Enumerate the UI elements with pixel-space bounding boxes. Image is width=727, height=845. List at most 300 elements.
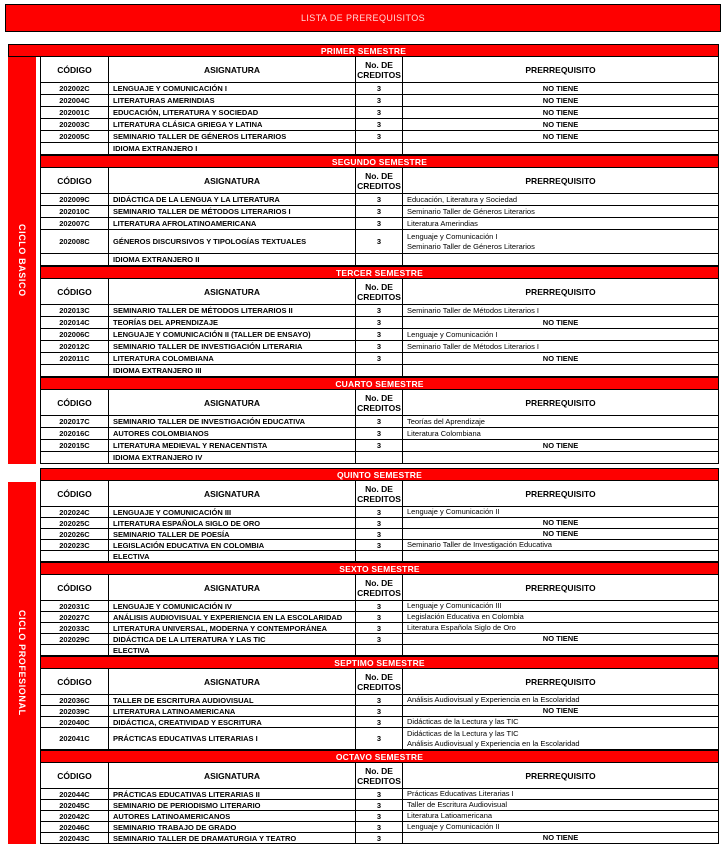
- column-header-prerrequisito: PRERREQUISITO: [525, 582, 596, 593]
- cell-creditos: 3: [356, 428, 403, 439]
- cell-prerrequisito: [403, 789, 718, 799]
- cell-asignatura: LITERATURA ESPAÑOLA SIGLO DE ORO: [109, 518, 356, 528]
- prerequisite-line: NO TIENE: [542, 353, 579, 363]
- cell-creditos: 3: [356, 353, 403, 364]
- cell-creditos: 3: [356, 218, 403, 229]
- table-row: [40, 206, 719, 218]
- cell-codigo: [41, 143, 109, 154]
- table-row: [40, 529, 719, 540]
- table-header-row: [40, 575, 719, 601]
- cell-asignatura: DIDÁCTICA DE LA LITERATURA Y LAS TIC: [109, 634, 356, 644]
- cell-prerrequisito: [403, 728, 718, 749]
- prerequisite-line: Didácticas de la Lectura y las TIC: [407, 728, 519, 738]
- semester-band: SEPTIMO SEMESTRE: [40, 656, 719, 669]
- cell-creditos: 3: [356, 529, 403, 539]
- prerequisite-line: Didácticas de la Lectura y las TIC: [407, 717, 519, 726]
- cell-codigo: 202003C: [41, 119, 109, 130]
- table-row: [40, 833, 719, 844]
- cell-codigo: 202045C: [41, 800, 109, 810]
- cell-asignatura: SEMINARIO TALLER DE MÉTODOS LITERARIOS II: [109, 305, 356, 316]
- cell-codigo: 202011C: [41, 353, 109, 364]
- cell-prerrequisito: [403, 440, 718, 451]
- table-header-row: [40, 57, 719, 83]
- table-row: [40, 329, 719, 341]
- cell-creditos: 3: [356, 83, 403, 94]
- cell-asignatura: LENGUAJE Y COMUNICACIÓN I: [109, 83, 356, 94]
- cell-codigo: [41, 551, 109, 561]
- cell-asignatura: ELECTIVA: [109, 645, 356, 655]
- cell-prerrequisito: [403, 353, 718, 364]
- prerequisite-line: Seminario Taller de Géneros Literarios: [407, 206, 535, 216]
- prerequisite-line: NO TIENE: [542, 634, 579, 643]
- cell-codigo: 202002C: [41, 83, 109, 94]
- cell-asignatura: SEMINARIO TALLER DE DRAMATURGIA Y TEATRO: [109, 833, 356, 843]
- column-header-prerrequisito: PRERREQUISITO: [525, 175, 596, 186]
- cell-codigo: 202006C: [41, 329, 109, 340]
- prerequisite-line: NO TIENE: [542, 706, 579, 715]
- semester-band: OCTAVO SEMESTRE: [40, 750, 719, 763]
- cell-codigo: 202023C: [41, 540, 109, 550]
- cell-asignatura: SEMINARIO TALLER DE INVESTIGACIÓN LITERARIA: [109, 341, 356, 352]
- cell-asignatura: ELECTIVA: [109, 551, 356, 561]
- cell-creditos: 3: [356, 623, 403, 633]
- prerequisite-line: Lenguaje y Comunicación I: [407, 231, 498, 241]
- cell-creditos: 3: [356, 811, 403, 821]
- prerequisite-line: Literatura Latioamericana: [407, 811, 493, 820]
- column-header-creditos: [356, 279, 403, 304]
- cell-asignatura: DIDÁCTICA, CREATIVIDAD Y ESCRITURA: [109, 717, 356, 727]
- prerequisites-document: [8, 44, 719, 844]
- cell-creditos: [356, 551, 403, 561]
- column-header-codigo: CÓDIGO: [41, 575, 109, 600]
- table-row: [40, 518, 719, 529]
- cell-creditos: 3: [356, 634, 403, 644]
- cell-prerrequisito: [403, 717, 718, 727]
- prerequisite-line: NO TIENE: [542, 119, 579, 129]
- cell-codigo: 202026C: [41, 529, 109, 539]
- cell-codigo: 202016C: [41, 428, 109, 439]
- column-header-asignatura: ASIGNATURA: [109, 481, 356, 506]
- cell-creditos: 3: [356, 507, 403, 517]
- cell-prerrequisito: [403, 83, 718, 94]
- prerequisite-line: NO TIENE: [542, 440, 579, 450]
- cell-asignatura: SEMINARIO TALLER DE MÉTODOS LITERARIOS I: [109, 206, 356, 217]
- cell-prerrequisito: [403, 305, 718, 316]
- semester-band: SEXTO SEMESTRE: [40, 562, 719, 575]
- prerequisite-line: Seminario Taller de Métodos Literarios I: [407, 341, 540, 351]
- cell-prerrequisito: [403, 800, 718, 810]
- cell-asignatura: IDIOMA EXTRANJERO I: [109, 143, 356, 154]
- column-header-prerrequisito: PRERREQUISITO: [525, 770, 596, 781]
- cell-creditos: 3: [356, 822, 403, 832]
- table-row: [40, 789, 719, 800]
- cell-creditos: 3: [356, 789, 403, 799]
- cell-creditos: 3: [356, 540, 403, 550]
- cell-codigo: 202027C: [41, 612, 109, 622]
- cell-prerrequisito: [403, 706, 718, 716]
- cell-codigo: 202025C: [41, 518, 109, 528]
- column-header-codigo: CÓDIGO: [41, 390, 109, 415]
- column-header-creditos-line2: CREDITOS: [357, 291, 401, 302]
- cell-prerrequisito: [403, 194, 718, 205]
- table-row: [40, 623, 719, 634]
- cell-codigo: 202009C: [41, 194, 109, 205]
- column-header-creditos: [356, 57, 403, 82]
- cell-prerrequisito: [403, 131, 718, 142]
- cell-creditos: 3: [356, 440, 403, 451]
- cell-asignatura: LEGISLACIÓN EDUCATIVA EN COLOMBIA: [109, 540, 356, 550]
- cell-prerrequisito: [403, 416, 718, 427]
- cell-codigo: 202012C: [41, 341, 109, 352]
- table-header-row: [40, 168, 719, 194]
- cell-prerrequisito: [403, 507, 718, 517]
- prerequisite-line: NO TIENE: [542, 833, 579, 842]
- cell-prerrequisito: [403, 329, 718, 340]
- cell-asignatura: AUTORES LATINOAMERICANOS: [109, 811, 356, 821]
- cell-prerrequisito: [403, 623, 718, 633]
- column-header-creditos-line2: CREDITOS: [357, 775, 401, 786]
- prerequisite-line: NO TIENE: [542, 107, 579, 117]
- cell-creditos: 3: [356, 317, 403, 328]
- table-header-row: [40, 279, 719, 305]
- prerequisite-line: NO TIENE: [542, 317, 579, 327]
- cycle-label: CICLO PROFESIONAL: [17, 610, 27, 716]
- column-header-asignatura: ASIGNATURA: [109, 575, 356, 600]
- table-row: [40, 428, 719, 440]
- table-row: [40, 452, 719, 464]
- cell-asignatura: SEMINARIO TRABAJO DE GRADO: [109, 822, 356, 832]
- cell-prerrequisito: [403, 540, 718, 550]
- cell-creditos: [356, 254, 403, 265]
- table-header-row: [40, 481, 719, 507]
- column-header-asignatura: ASIGNATURA: [109, 669, 356, 694]
- cell-prerrequisito: [403, 143, 718, 154]
- cell-prerrequisito: [403, 833, 718, 843]
- cell-asignatura: LITERATURA CLÁSICA GRIEGA Y LATINA: [109, 119, 356, 130]
- column-header-creditos: [356, 481, 403, 506]
- cell-codigo: 202001C: [41, 107, 109, 118]
- column-header-creditos-line1: No. DE: [365, 281, 393, 292]
- cell-codigo: 202044C: [41, 789, 109, 799]
- cell-prerrequisito: [403, 612, 718, 622]
- cell-codigo: 202013C: [41, 305, 109, 316]
- table-row: [40, 551, 719, 562]
- table-row: [40, 601, 719, 612]
- cell-asignatura: LITERATURA AFROLATINOAMERICANA: [109, 218, 356, 229]
- table-row: [40, 353, 719, 365]
- cell-creditos: 3: [356, 416, 403, 427]
- cell-asignatura: LITERATURAS AMERINDIAS: [109, 95, 356, 106]
- table-header-row: [40, 390, 719, 416]
- prerequisite-line: Seminario Taller de Métodos Literarios I: [407, 305, 540, 315]
- table-row: [40, 612, 719, 623]
- cell-asignatura: ANÁLISIS AUDIOVISUAL Y EXPERIENCIA EN LA ESCOLARIDAD: [109, 612, 356, 622]
- column-header-asignatura: ASIGNATURA: [109, 168, 356, 193]
- prerequisite-line: NO TIENE: [542, 95, 579, 105]
- table-row: [40, 107, 719, 119]
- prerequisite-line: Lenguaje y Comunicación II: [407, 507, 500, 516]
- cell-codigo: [41, 452, 109, 463]
- cell-prerrequisito: [403, 695, 718, 705]
- column-header-prerrequisito: PRERREQUISITO: [525, 676, 596, 687]
- column-header-asignatura: ASIGNATURA: [109, 57, 356, 82]
- column-header-asignatura: ASIGNATURA: [109, 279, 356, 304]
- prerequisite-line: Literatura Amerindias: [407, 218, 478, 228]
- cell-prerrequisito: [403, 206, 718, 217]
- table-row: [40, 706, 719, 717]
- cell-prerrequisito: [403, 634, 718, 644]
- column-header-codigo: CÓDIGO: [41, 669, 109, 694]
- cell-prerrequisito: [403, 107, 718, 118]
- prerequisite-line: Análisis Audiovisual y Experiencia en la Escolaridad: [407, 695, 580, 704]
- cell-creditos: 3: [356, 194, 403, 205]
- cell-prerrequisito: [403, 645, 718, 655]
- cell-codigo: [41, 365, 109, 376]
- prerequisite-line: Legislación Educativa en Colombia: [407, 612, 524, 621]
- cell-creditos: 3: [356, 695, 403, 705]
- table-header-row: [40, 763, 719, 789]
- column-header-creditos-line1: No. DE: [365, 59, 393, 70]
- cycle-profesional: [8, 468, 719, 844]
- cell-creditos: [356, 143, 403, 154]
- cell-asignatura: TEORÍAS DEL APRENDIZAJE: [109, 317, 356, 328]
- cell-asignatura: LENGUAJE Y COMUNICACIÓN II (TALLER DE ENSAYO): [109, 329, 356, 340]
- cell-codigo: 202017C: [41, 416, 109, 427]
- column-header-creditos-line2: CREDITOS: [357, 402, 401, 413]
- column-header-asignatura: ASIGNATURA: [109, 763, 356, 788]
- cell-creditos: 3: [356, 706, 403, 716]
- cell-asignatura: DIDÁCTICA DE LA LENGUA Y LA LITERATURA: [109, 194, 356, 205]
- prerequisite-line: Lenguaje y Comunicación II: [407, 822, 500, 831]
- page-title: LISTA DE PREREQUISITOS: [301, 13, 425, 23]
- table-row: [40, 131, 719, 143]
- table-row: [40, 218, 719, 230]
- cell-asignatura: IDIOMA EXTRANJERO II: [109, 254, 356, 265]
- column-header-codigo: CÓDIGO: [41, 279, 109, 304]
- cell-codigo: 202010C: [41, 206, 109, 217]
- cell-asignatura: AUTORES COLOMBIANOS: [109, 428, 356, 439]
- cell-prerrequisito: [403, 119, 718, 130]
- cycle-label: CICLO BASICO: [17, 224, 27, 297]
- cycle-bar: [8, 57, 36, 464]
- table-row: [40, 540, 719, 551]
- cell-codigo: 202042C: [41, 811, 109, 821]
- column-header-creditos-line2: CREDITOS: [357, 493, 401, 504]
- table-row: [40, 811, 719, 822]
- table-row: [40, 305, 719, 317]
- prerequisite-line: NO TIENE: [542, 518, 579, 527]
- cell-asignatura: IDIOMA EXTRANJERO IV: [109, 452, 356, 463]
- table-row: [40, 194, 719, 206]
- cell-prerrequisito: [403, 822, 718, 832]
- cell-creditos: 3: [356, 119, 403, 130]
- prerequisite-line: NO TIENE: [542, 529, 579, 538]
- column-header-creditos-line2: CREDITOS: [357, 681, 401, 692]
- cell-prerrequisito: [403, 551, 718, 561]
- cell-prerrequisito: [403, 428, 718, 439]
- table-row: [40, 507, 719, 518]
- column-header-creditos-line2: CREDITOS: [357, 180, 401, 191]
- cell-creditos: 3: [356, 612, 403, 622]
- table-header-row: [40, 669, 719, 695]
- column-header-creditos-line2: CREDITOS: [357, 587, 401, 598]
- title-banner: [5, 4, 721, 32]
- cell-asignatura: LITERATURA LATINOAMERICANA: [109, 706, 356, 716]
- table-row: [40, 800, 719, 811]
- cell-prerrequisito: [403, 529, 718, 539]
- cell-codigo: 202029C: [41, 634, 109, 644]
- semester-band: CUARTO SEMESTRE: [40, 377, 719, 390]
- table-row: [40, 119, 719, 131]
- column-header-creditos-line1: No. DE: [365, 671, 393, 682]
- cell-prerrequisito: [403, 518, 718, 528]
- prerequisite-line: Seminario Taller de Géneros Literarios: [407, 241, 535, 251]
- cell-prerrequisito: [403, 452, 718, 463]
- table-row: [40, 822, 719, 833]
- column-header-codigo: CÓDIGO: [41, 763, 109, 788]
- cell-codigo: [41, 645, 109, 655]
- cell-codigo: 202007C: [41, 218, 109, 229]
- cell-codigo: 202004C: [41, 95, 109, 106]
- column-header-creditos-line2: CREDITOS: [357, 69, 401, 80]
- cell-asignatura: EDUCACIÓN, LITERATURA Y SOCIEDAD: [109, 107, 356, 118]
- cell-creditos: [356, 365, 403, 376]
- cell-codigo: 202008C: [41, 230, 109, 253]
- cell-asignatura: LITERATURA COLOMBIANA: [109, 353, 356, 364]
- prerequisite-line: Lenguaje y Comunicación I: [407, 329, 498, 339]
- cell-prerrequisito: [403, 254, 718, 265]
- cell-codigo: 202024C: [41, 507, 109, 517]
- prerequisite-line: Educación, Literatura y Sociedad: [407, 194, 518, 204]
- prerequisite-line: Análisis Audiovisual y Experiencia en la Escolaridad: [407, 738, 580, 748]
- cell-prerrequisito: [403, 95, 718, 106]
- column-header-creditos: [356, 669, 403, 694]
- cell-asignatura: GÉNEROS DISCURSIVOS Y TIPOLOGÍAS TEXTUALES: [109, 230, 356, 253]
- cell-creditos: 3: [356, 107, 403, 118]
- column-header-creditos-line1: No. DE: [365, 392, 393, 403]
- column-header-codigo: CÓDIGO: [41, 57, 109, 82]
- column-header-creditos: [356, 390, 403, 415]
- cell-prerrequisito: [403, 601, 718, 611]
- table-row: [40, 317, 719, 329]
- column-header-creditos: [356, 168, 403, 193]
- cell-asignatura: LITERATURA UNIVERSAL, MODERNA Y CONTEMPORÁNEA: [109, 623, 356, 633]
- semester-band: TERCER SEMESTRE: [40, 266, 719, 279]
- cell-codigo: 202014C: [41, 317, 109, 328]
- cell-codigo: 202005C: [41, 131, 109, 142]
- cell-asignatura: IDIOMA EXTRANJERO III: [109, 365, 356, 376]
- prerequisite-line: Taller de Escritura Audiovisual: [407, 800, 508, 809]
- cell-creditos: 3: [356, 230, 403, 253]
- column-header-codigo: CÓDIGO: [41, 168, 109, 193]
- cell-creditos: 3: [356, 305, 403, 316]
- cycle-basico: [8, 44, 719, 464]
- cell-creditos: 3: [356, 131, 403, 142]
- column-header-creditos: [356, 575, 403, 600]
- column-header-creditos-line1: No. DE: [365, 765, 393, 776]
- prerequisite-line: Prácticas Educativas Literarias I: [407, 789, 514, 798]
- cell-asignatura: PRÁCTICAS EDUCATIVAS LITERARIAS II: [109, 789, 356, 799]
- cell-creditos: 3: [356, 833, 403, 843]
- prerequisite-line: NO TIENE: [542, 131, 579, 141]
- column-header-prerrequisito: PRERREQUISITO: [525, 488, 596, 499]
- column-header-creditos-line1: No. DE: [365, 170, 393, 181]
- cell-creditos: 3: [356, 800, 403, 810]
- table-row: [40, 717, 719, 728]
- cell-codigo: 202036C: [41, 695, 109, 705]
- column-header-creditos-line1: No. DE: [365, 577, 393, 588]
- cell-creditos: 3: [356, 717, 403, 727]
- prerequisite-line: Literatura Española Siglo de Oro: [407, 623, 516, 632]
- prerequisite-line: Literatura Colombiana: [407, 428, 481, 438]
- table-row: [40, 83, 719, 95]
- cell-creditos: 3: [356, 341, 403, 352]
- cell-prerrequisito: [403, 811, 718, 821]
- table-row: [40, 440, 719, 452]
- table-row: [40, 365, 719, 377]
- column-header-prerrequisito: PRERREQUISITO: [525, 64, 596, 75]
- cycle-bar: [8, 482, 36, 844]
- column-header-creditos: [356, 763, 403, 788]
- cell-creditos: [356, 452, 403, 463]
- cell-prerrequisito: [403, 365, 718, 376]
- cell-codigo: 202041C: [41, 728, 109, 749]
- cell-codigo: 202031C: [41, 601, 109, 611]
- cell-creditos: 3: [356, 728, 403, 749]
- cell-creditos: [356, 645, 403, 655]
- table-row: [40, 728, 719, 750]
- cell-codigo: 202046C: [41, 822, 109, 832]
- semester-band: PRIMER SEMESTRE: [8, 44, 719, 57]
- cell-asignatura: SEMINARIO TALLER DE GÉNEROS LITERARIOS: [109, 131, 356, 142]
- column-header-prerrequisito: PRERREQUISITO: [525, 397, 596, 408]
- cell-creditos: 3: [356, 329, 403, 340]
- table-row: [40, 695, 719, 706]
- cell-asignatura: SEMINARIO DE PERIODISMO LITERARIO: [109, 800, 356, 810]
- cell-prerrequisito: [403, 218, 718, 229]
- table-row: [40, 416, 719, 428]
- prerequisite-line: Lenguaje y Comunicación III: [407, 601, 502, 610]
- prerequisite-line: Seminario Taller de Investigación Educativa: [407, 540, 552, 549]
- column-header-prerrequisito: PRERREQUISITO: [525, 286, 596, 297]
- cell-asignatura: LENGUAJE Y COMUNICACIÓN IV: [109, 601, 356, 611]
- cell-codigo: 202043C: [41, 833, 109, 843]
- table-row: [40, 634, 719, 645]
- cell-prerrequisito: [403, 230, 718, 253]
- table-row: [40, 341, 719, 353]
- cell-codigo: 202039C: [41, 706, 109, 716]
- cell-creditos: 3: [356, 518, 403, 528]
- column-header-asignatura: ASIGNATURA: [109, 390, 356, 415]
- cell-codigo: [41, 254, 109, 265]
- semester-band: SEGUNDO SEMESTRE: [40, 155, 719, 168]
- column-header-codigo: CÓDIGO: [41, 481, 109, 506]
- prerequisite-line: Teorías del Aprendizaje: [407, 416, 485, 426]
- cell-asignatura: LENGUAJE Y COMUNICACIÓN III: [109, 507, 356, 517]
- cell-asignatura: PRÁCTICAS EDUCATIVAS LITERARIAS I: [109, 728, 356, 749]
- cell-creditos: 3: [356, 95, 403, 106]
- cell-asignatura: TALLER DE ESCRITURA AUDIOVISUAL: [109, 695, 356, 705]
- cell-codigo: 202015C: [41, 440, 109, 451]
- cell-creditos: 3: [356, 601, 403, 611]
- cell-prerrequisito: [403, 341, 718, 352]
- table-row: [40, 143, 719, 155]
- cell-creditos: 3: [356, 206, 403, 217]
- semester-band: QUINTO SEMESTRE: [40, 468, 719, 481]
- cell-prerrequisito: [403, 317, 718, 328]
- table-row: [40, 95, 719, 107]
- column-header-creditos-line1: No. DE: [365, 483, 393, 494]
